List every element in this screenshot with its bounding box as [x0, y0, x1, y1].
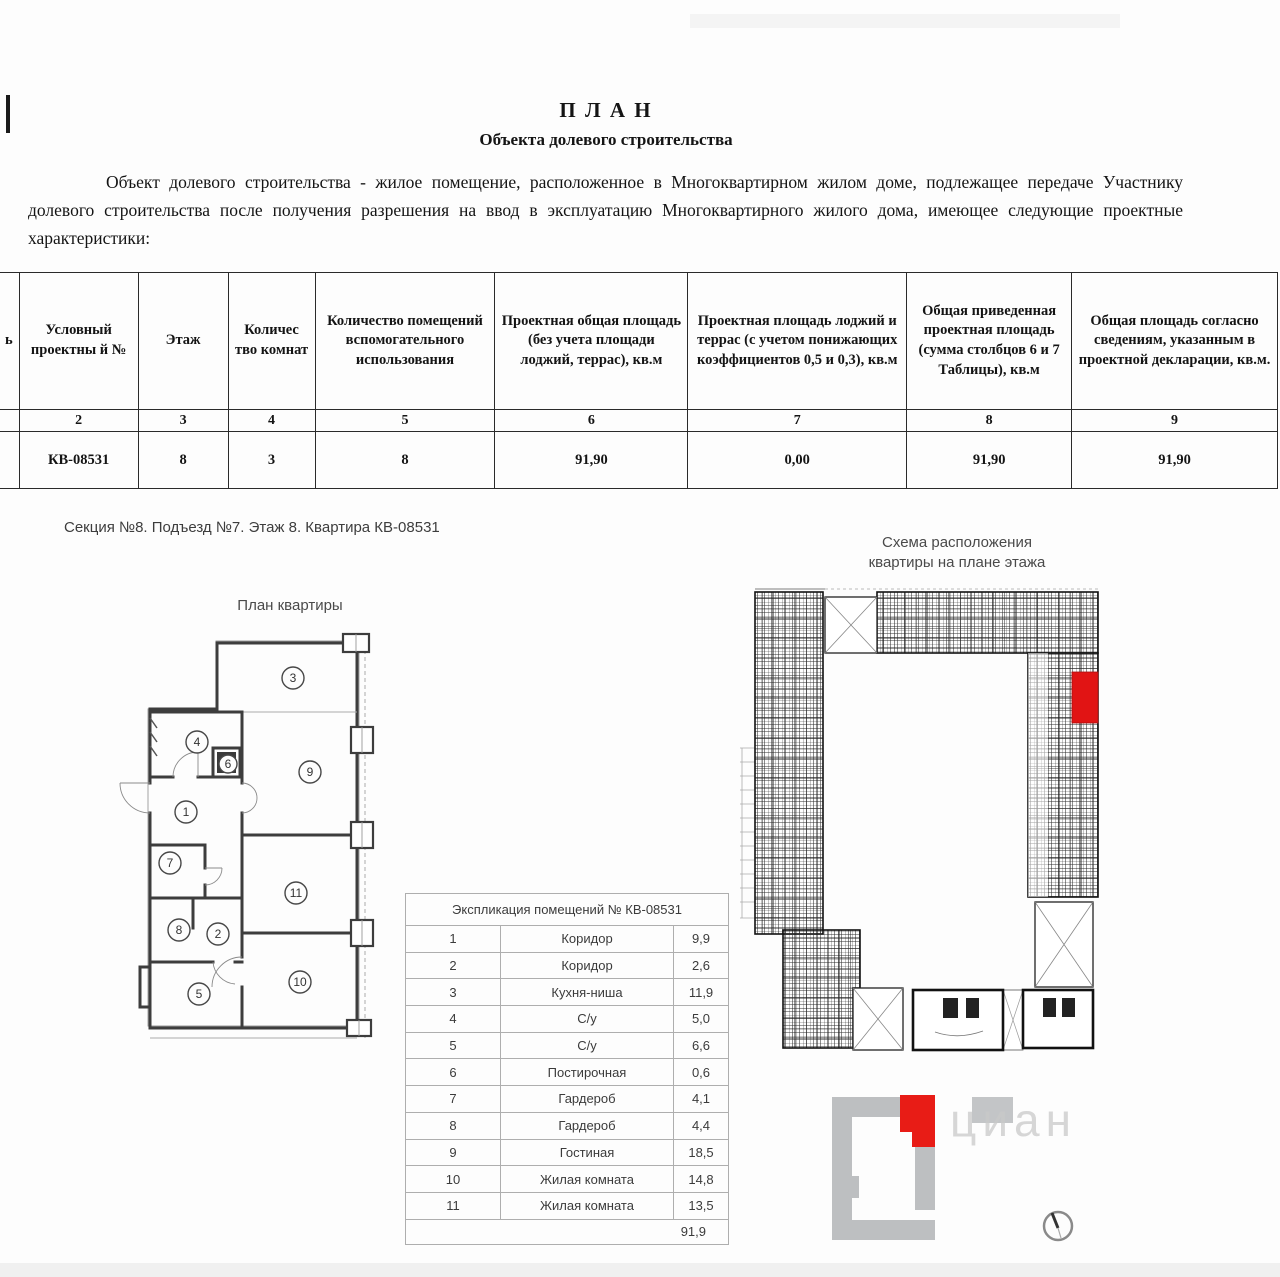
svg-text:4: 4 [193, 735, 201, 749]
explication-row [406, 1192, 729, 1219]
explication-row [406, 1059, 729, 1086]
intro-paragraph: Объект долевого строительства - жилое помещение, расположенное в Многоквартирном жилом доме, подлежащее передаче Участнику долевого строительства после получения разрешения на ввод в эксплуатацию Многоквартирного жилого дома, имеющее следующие проектные характеристики: [28, 172, 1183, 248]
bottom-units [913, 990, 1093, 1050]
room-area: 14,8 [674, 1166, 729, 1193]
room-number-badge [188, 983, 210, 1005]
floor-location-scheme [740, 588, 1120, 1073]
svg-text:9: 9 [306, 765, 314, 779]
value-cell-rooms: 3 [228, 432, 315, 489]
svg-text:5: 5 [195, 987, 203, 1001]
column-number-cell: 7 [688, 410, 907, 432]
room-name: Гардероб [501, 1086, 674, 1113]
svg-text:7: 7 [166, 856, 174, 870]
room-number-badge [282, 667, 304, 689]
header-cell: Количество помещений вспомогательного использования [315, 273, 495, 410]
room-area: 9,9 [674, 926, 729, 953]
scheme-title-line2: квартиры на плане этажа [868, 554, 1046, 572]
apartment-plan-title: План квартиры [237, 597, 343, 614]
room-area: 11,9 [674, 979, 729, 1006]
header-cell-cropped: ь [0, 273, 19, 410]
svg-text:8: 8 [175, 923, 183, 937]
total-area: 91,9 [406, 1219, 729, 1244]
value-cell [0, 432, 19, 489]
document-title: П Л А Н [559, 98, 653, 122]
room-name: Коридор [501, 926, 674, 953]
room-area: 2,6 [674, 952, 729, 979]
explication-total-row [406, 1219, 729, 1244]
room-area: 0,6 [674, 1059, 729, 1086]
title-block [0, 98, 1212, 150]
column-number-cell: 6 [495, 410, 688, 432]
explication-row [406, 1006, 729, 1033]
scan-bottom-artifact [0, 1263, 1280, 1277]
room-number-badge [207, 923, 229, 945]
room-area: 13,5 [674, 1192, 729, 1219]
room-name: Коридор [501, 952, 674, 979]
section-caption: Секция №8. Подъезд №7. Этаж 8. Квартира КВ-08531 [64, 519, 440, 536]
room-no: 9 [406, 1139, 501, 1166]
room-name: Жилая комната [501, 1192, 674, 1219]
room-number-badge [175, 801, 197, 823]
room-name: Гостиная [501, 1139, 674, 1166]
explication-row [406, 1112, 729, 1139]
header-row [0, 273, 1278, 410]
column-number-cell: 8 [907, 410, 1072, 432]
svg-text:6: 6 [224, 757, 232, 771]
compass-icon [1044, 1212, 1072, 1240]
column-number-cell: 4 [228, 410, 315, 432]
room-area: 5,0 [674, 1006, 729, 1033]
room-no: 6 [406, 1059, 501, 1086]
column-number-row [0, 410, 1278, 432]
room-number-badge [285, 882, 307, 904]
explication-row [406, 1166, 729, 1193]
value-cell-loggia-area: 0,00 [688, 432, 907, 489]
document-subtitle: Объекта долевого строительства [479, 130, 733, 149]
explication-row [406, 1139, 729, 1166]
value-cell-declared-area: 91,90 [1072, 432, 1278, 489]
header-cell: Этаж [138, 273, 228, 410]
explication-table [405, 893, 729, 1245]
room-no: 8 [406, 1112, 501, 1139]
apartment-floor-plan [105, 630, 395, 1050]
room-area: 4,4 [674, 1112, 729, 1139]
svg-text:10: 10 [293, 975, 307, 989]
value-cell-aux-rooms: 8 [315, 432, 495, 489]
room-no: 11 [406, 1192, 501, 1219]
room-name: Гардероб [501, 1112, 674, 1139]
explication-row [406, 926, 729, 953]
svg-text:1: 1 [182, 805, 190, 819]
building-minimap [825, 1088, 1155, 1263]
room-number-badge [159, 852, 181, 874]
room-no: 1 [406, 926, 501, 953]
explication-row [406, 979, 729, 1006]
highlighted-apartment [1072, 672, 1098, 723]
svg-text:2: 2 [214, 927, 222, 941]
explication-row [406, 952, 729, 979]
scheme-title [822, 533, 1092, 574]
room-area: 6,6 [674, 1032, 729, 1059]
room-name: С/у [501, 1006, 674, 1033]
room-number-badge [289, 971, 311, 993]
watermark: циан [950, 1094, 1078, 1146]
value-cell-area: 91,90 [495, 432, 688, 489]
header-cell: Проектная площадь лоджий и террас (с учетом понижающих коэффициентов 0,5 и 0,3), кв.м [688, 273, 907, 410]
value-cell-apartment-number: КВ-08531 [19, 432, 138, 489]
characteristics-table [0, 272, 1278, 489]
room-no: 3 [406, 979, 501, 1006]
room-area: 18,5 [674, 1139, 729, 1166]
room-area: 4,1 [674, 1086, 729, 1113]
column-number-cell: 5 [315, 410, 495, 432]
room-no: 10 [406, 1166, 501, 1193]
explication-row [406, 1032, 729, 1059]
column-number-cell [0, 410, 19, 432]
header-cell: Общая площадь согласно сведениям, указанным в проектной декларации, кв.м. [1072, 273, 1278, 410]
room-no: 7 [406, 1086, 501, 1113]
explication-row [406, 1086, 729, 1113]
room-name: С/у [501, 1032, 674, 1059]
scheme-title-line1: Схема расположения [882, 534, 1032, 551]
header-cell: Условный проектны й № [19, 273, 138, 410]
room-no: 2 [406, 952, 501, 979]
column-number-cell: 3 [138, 410, 228, 432]
header-cell: Проектная общая площадь (без учета площади лоджий, террас), кв.м [495, 273, 688, 410]
values-row [0, 432, 1278, 489]
column-number-cell: 9 [1072, 410, 1278, 432]
scan-ghost-artifact [690, 14, 1120, 28]
svg-text:3: 3 [289, 671, 297, 685]
room-no: 4 [406, 1006, 501, 1033]
column-number-cell: 2 [19, 410, 138, 432]
explication-title: Экспликация помещений № КВ-08531 [406, 894, 729, 926]
room-number-badge [168, 919, 190, 941]
svg-text:11: 11 [289, 886, 303, 900]
header-cell: Общая приведенная проектная площадь (сумма столбцов 6 и 7 Таблицы), кв.м [907, 273, 1072, 410]
room-name: Постирочная [501, 1059, 674, 1086]
value-cell-floor: 8 [138, 432, 228, 489]
minimap-highlighted-section [900, 1095, 935, 1147]
room-number-badge [219, 755, 237, 773]
room-name: Кухня-ниша [501, 979, 674, 1006]
room-name: Жилая комната [501, 1166, 674, 1193]
room-number-badge [186, 731, 208, 753]
room-no: 5 [406, 1032, 501, 1059]
value-cell-total-area: 91,90 [907, 432, 1072, 489]
header-cell: Количес тво комнат [228, 273, 315, 410]
room-number-badge [299, 761, 321, 783]
